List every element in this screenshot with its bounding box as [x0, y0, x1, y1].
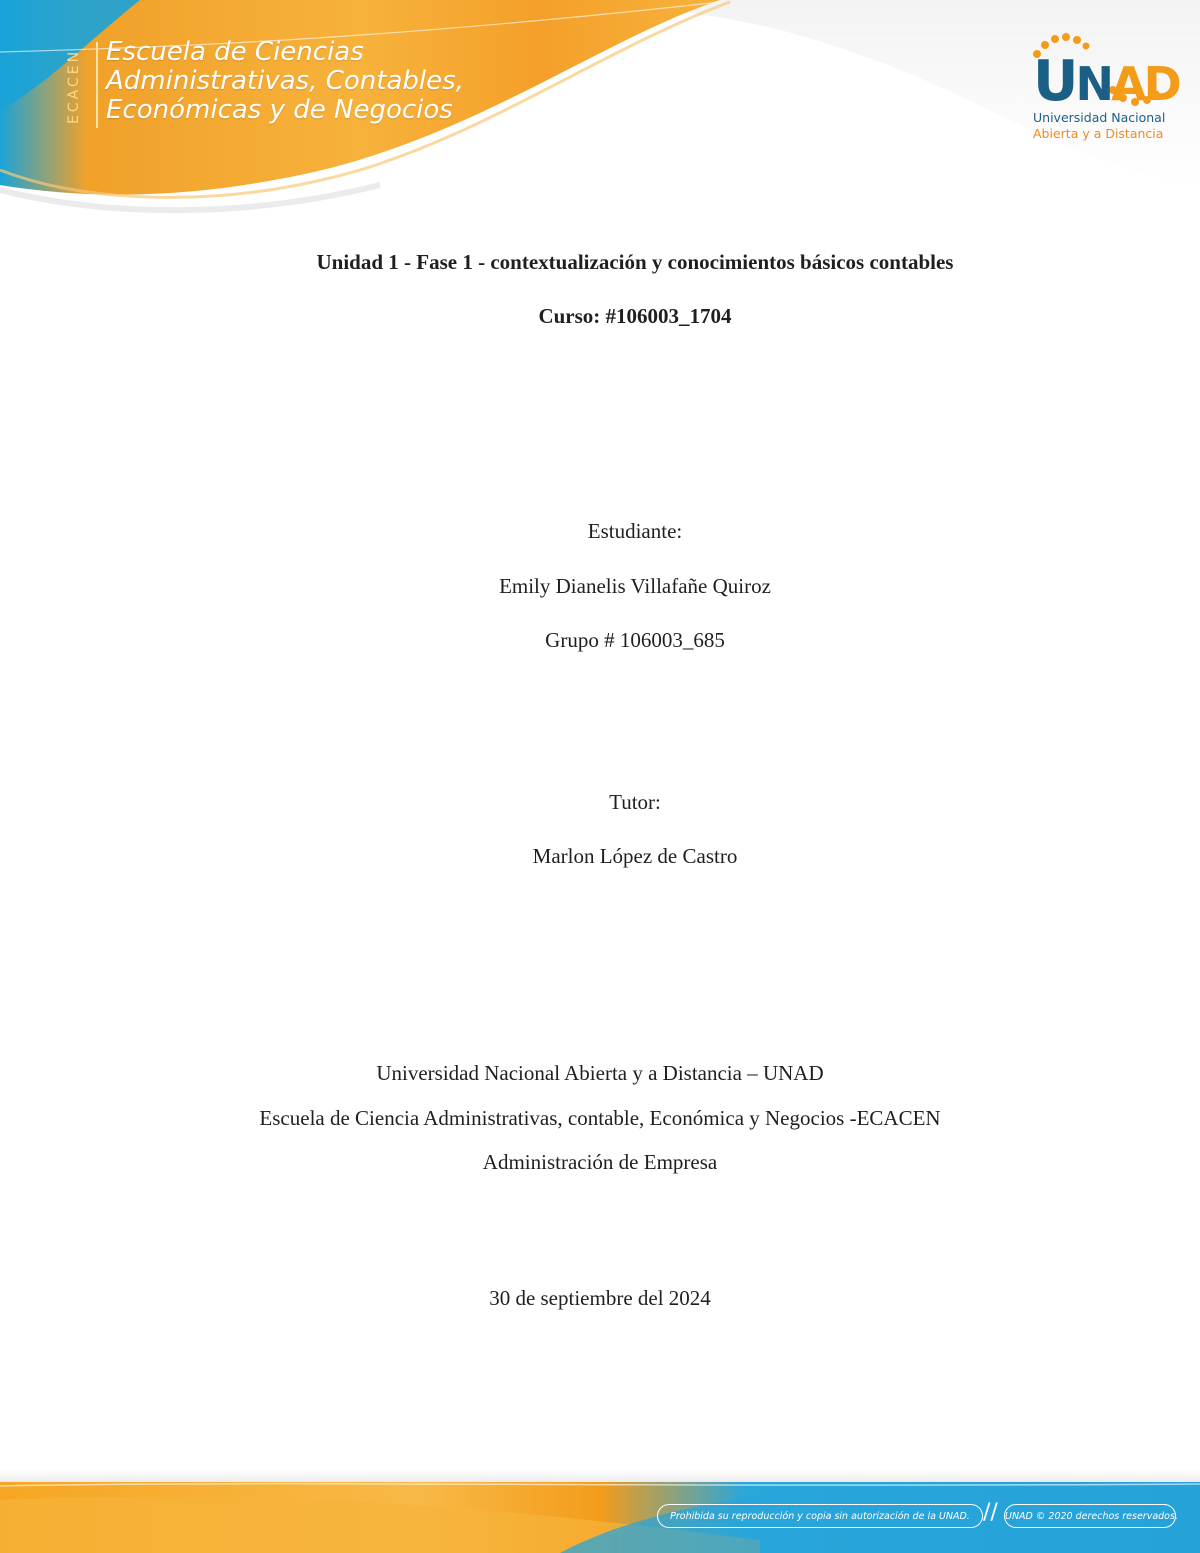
unad-logo: [1025, 32, 1179, 152]
group-number: Grupo # 106003_685: [545, 628, 725, 652]
logo-subtitle-2: Abierta y a Distancia: [1033, 126, 1164, 141]
tutor-name: Marlon López de Castro: [532, 844, 738, 868]
logo-wordmark: [1033, 49, 1179, 114]
footer-separator-icon: //: [983, 1500, 998, 1525]
school-name-heading: [106, 38, 566, 125]
ecacen-vertical-label: ECACEN: [66, 48, 82, 124]
logo-subtitle-1: Universidad Nacional: [1033, 110, 1166, 125]
school-name-line-3: Económicas y de Negocios: [106, 95, 453, 125]
logo-letters-ad: AD: [1110, 57, 1179, 111]
footer-reproduction-notice: Prohibida su reproducción y copia sin autorización de la UNAD.: [657, 1504, 983, 1528]
document-title: Unidad 1 - Fase 1 - contextualización y conocimientos básicos contables: [316, 250, 954, 274]
logo-letter-n: N: [1075, 57, 1111, 111]
header-divider: [96, 42, 98, 128]
footer-copyright: UNAD © 2020 derechos reservados.: [1004, 1504, 1176, 1528]
program-name: Administración de Empresa: [482, 1150, 718, 1174]
university-name: Universidad Nacional Abierta y a Distancia – UNAD: [376, 1061, 824, 1085]
tutor-label: Tutor:: [609, 790, 661, 814]
school-full-name: Escuela de Ciencia Administrativas, contable, Económica y Negocios -ECACEN: [259, 1106, 941, 1130]
school-name-line-2: Administrativas, Contables,: [106, 66, 464, 96]
student-name: Emily Dianelis Villafañe Quiroz: [499, 574, 771, 598]
course-code: Curso: #106003_1704: [538, 304, 732, 328]
school-name-line-1: Escuela de Ciencias: [106, 37, 364, 67]
logo-letter-u: U: [1033, 49, 1076, 114]
document-date: 30 de septiembre del 2024: [489, 1286, 711, 1310]
student-label: Estudiante:: [587, 519, 683, 543]
